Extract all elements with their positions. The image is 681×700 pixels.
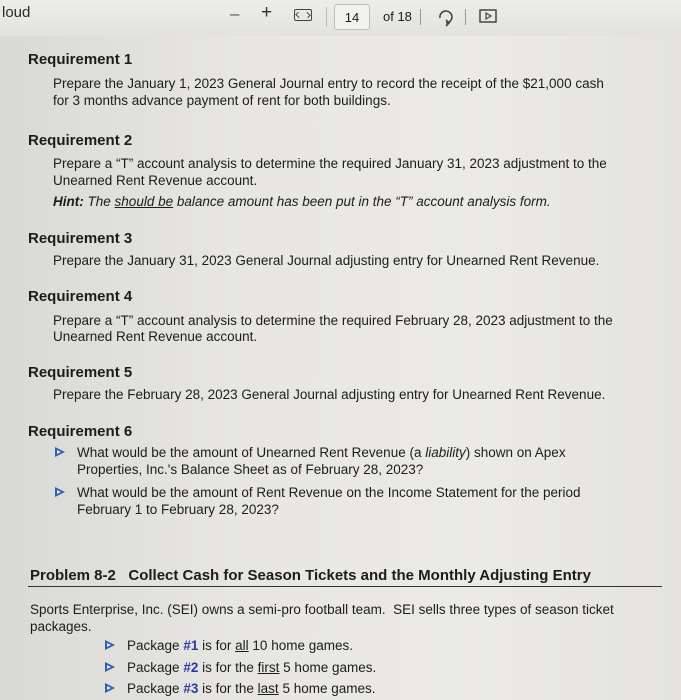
problem-intro: Sports Enterprise, Inc. (SEI) owns a semi-pro football team. SEI sells three types of season ticket [30, 602, 614, 617]
package-text: 5 home games. [282, 681, 376, 696]
question-text: What would be the amount of Unearned Rent Revenue (a [77, 445, 422, 460]
requirement-5-text: Prepare the February 28, 2023 General Journal adjusting entry for Unearned Rent Revenue. [53, 387, 606, 402]
cloud-label: loud [2, 4, 31, 21]
toolbar-divider [326, 7, 327, 27]
requirement-4-text: Unearned Rent Revenue account. [53, 329, 258, 344]
package-label: Package [127, 681, 180, 696]
fit-page-icon[interactable] [294, 9, 312, 21]
requirement-6-question [77, 444, 566, 461]
toolbar-divider [465, 9, 466, 25]
requirement-5-heading: Requirement 5 [28, 364, 133, 381]
requirement-1-heading: Requirement 1 [28, 51, 133, 68]
bullet-arrow-icon [105, 662, 115, 672]
page-number-input[interactable]: 14 [334, 4, 370, 30]
hint-text: balance amount has been put in the “T” account analysis form. [176, 194, 551, 209]
package-text: is for the [202, 660, 254, 675]
package-number: #2 [183, 660, 199, 675]
rotate-icon[interactable] [436, 7, 456, 27]
zoom-out-button[interactable]: – [230, 4, 240, 23]
package-underlined-text: first [257, 660, 280, 675]
package-label: Package [127, 638, 180, 653]
problem-title: Problem 8-2 Collect Cash for Season Tickets and the Monthly Adjusting Entry [30, 567, 591, 584]
presentation-icon[interactable] [478, 7, 498, 27]
package-item [127, 659, 376, 676]
package-text: is for [202, 638, 232, 653]
bullet-arrow-icon [105, 640, 115, 650]
page-total: of 18 [383, 9, 412, 24]
title-underline [28, 586, 662, 587]
package-underlined-text: last [257, 681, 279, 696]
requirement-1-text: Prepare the January 1, 2023 General Journal entry to record the receipt of the $21,000 cash [53, 76, 604, 91]
hint-underlined-text: should be [114, 194, 174, 209]
package-number: #3 [183, 681, 199, 696]
requirement-3-text: Prepare the January 31, 2023 General Journal adjusting entry for Unearned Rent Revenue. [53, 253, 600, 268]
package-label: Package [127, 660, 180, 675]
bullet-arrow-icon [55, 447, 65, 457]
pdf-toolbar [0, 0, 681, 36]
hint-text: The [87, 194, 111, 209]
package-item [127, 637, 353, 654]
requirement-2-text: Unearned Rent Revenue account. [53, 173, 258, 188]
requirement-3-heading: Requirement 3 [28, 230, 133, 247]
bullet-arrow-icon [105, 683, 115, 693]
requirement-4-heading: Requirement 4 [28, 288, 133, 305]
requirement-4-text: Prepare a “T” account analysis to determine the required February 28, 2023 adjustment to the [53, 313, 613, 328]
package-text: 10 home games. [252, 638, 353, 653]
requirement-6-heading: Requirement 6 [28, 423, 133, 440]
bullet-arrow-icon [55, 487, 65, 497]
requirement-2-text: Prepare a “T” account analysis to determine the required January 31, 2023 adjustment to the [53, 156, 607, 171]
problem-intro: packages. [30, 619, 92, 634]
requirement-1-text: for 3 months advance payment of rent for both buildings. [53, 93, 391, 108]
package-underlined-text: all [235, 638, 249, 653]
requirement-6-question: What would be the amount of Rent Revenue on the Income Statement for the period [77, 485, 581, 500]
requirement-2-heading: Requirement 2 [28, 132, 133, 149]
package-text: 5 home games. [283, 660, 377, 675]
requirement-6-question: February 1 to February 28, 2023? [77, 502, 279, 517]
package-item [127, 680, 376, 697]
hint-label: Hint: [53, 194, 84, 209]
requirement-6-question: Properties, Inc.'s Balance Sheet as of February 28, 2023? [77, 462, 424, 477]
toolbar-divider [420, 9, 421, 25]
package-text: is for the [202, 681, 254, 696]
package-number: #1 [183, 638, 199, 653]
requirement-2-hint [53, 193, 551, 210]
question-text: ) shown on Apex [465, 445, 566, 460]
zoom-in-button[interactable]: + [261, 2, 273, 23]
question-italic-text: liability [425, 445, 466, 460]
